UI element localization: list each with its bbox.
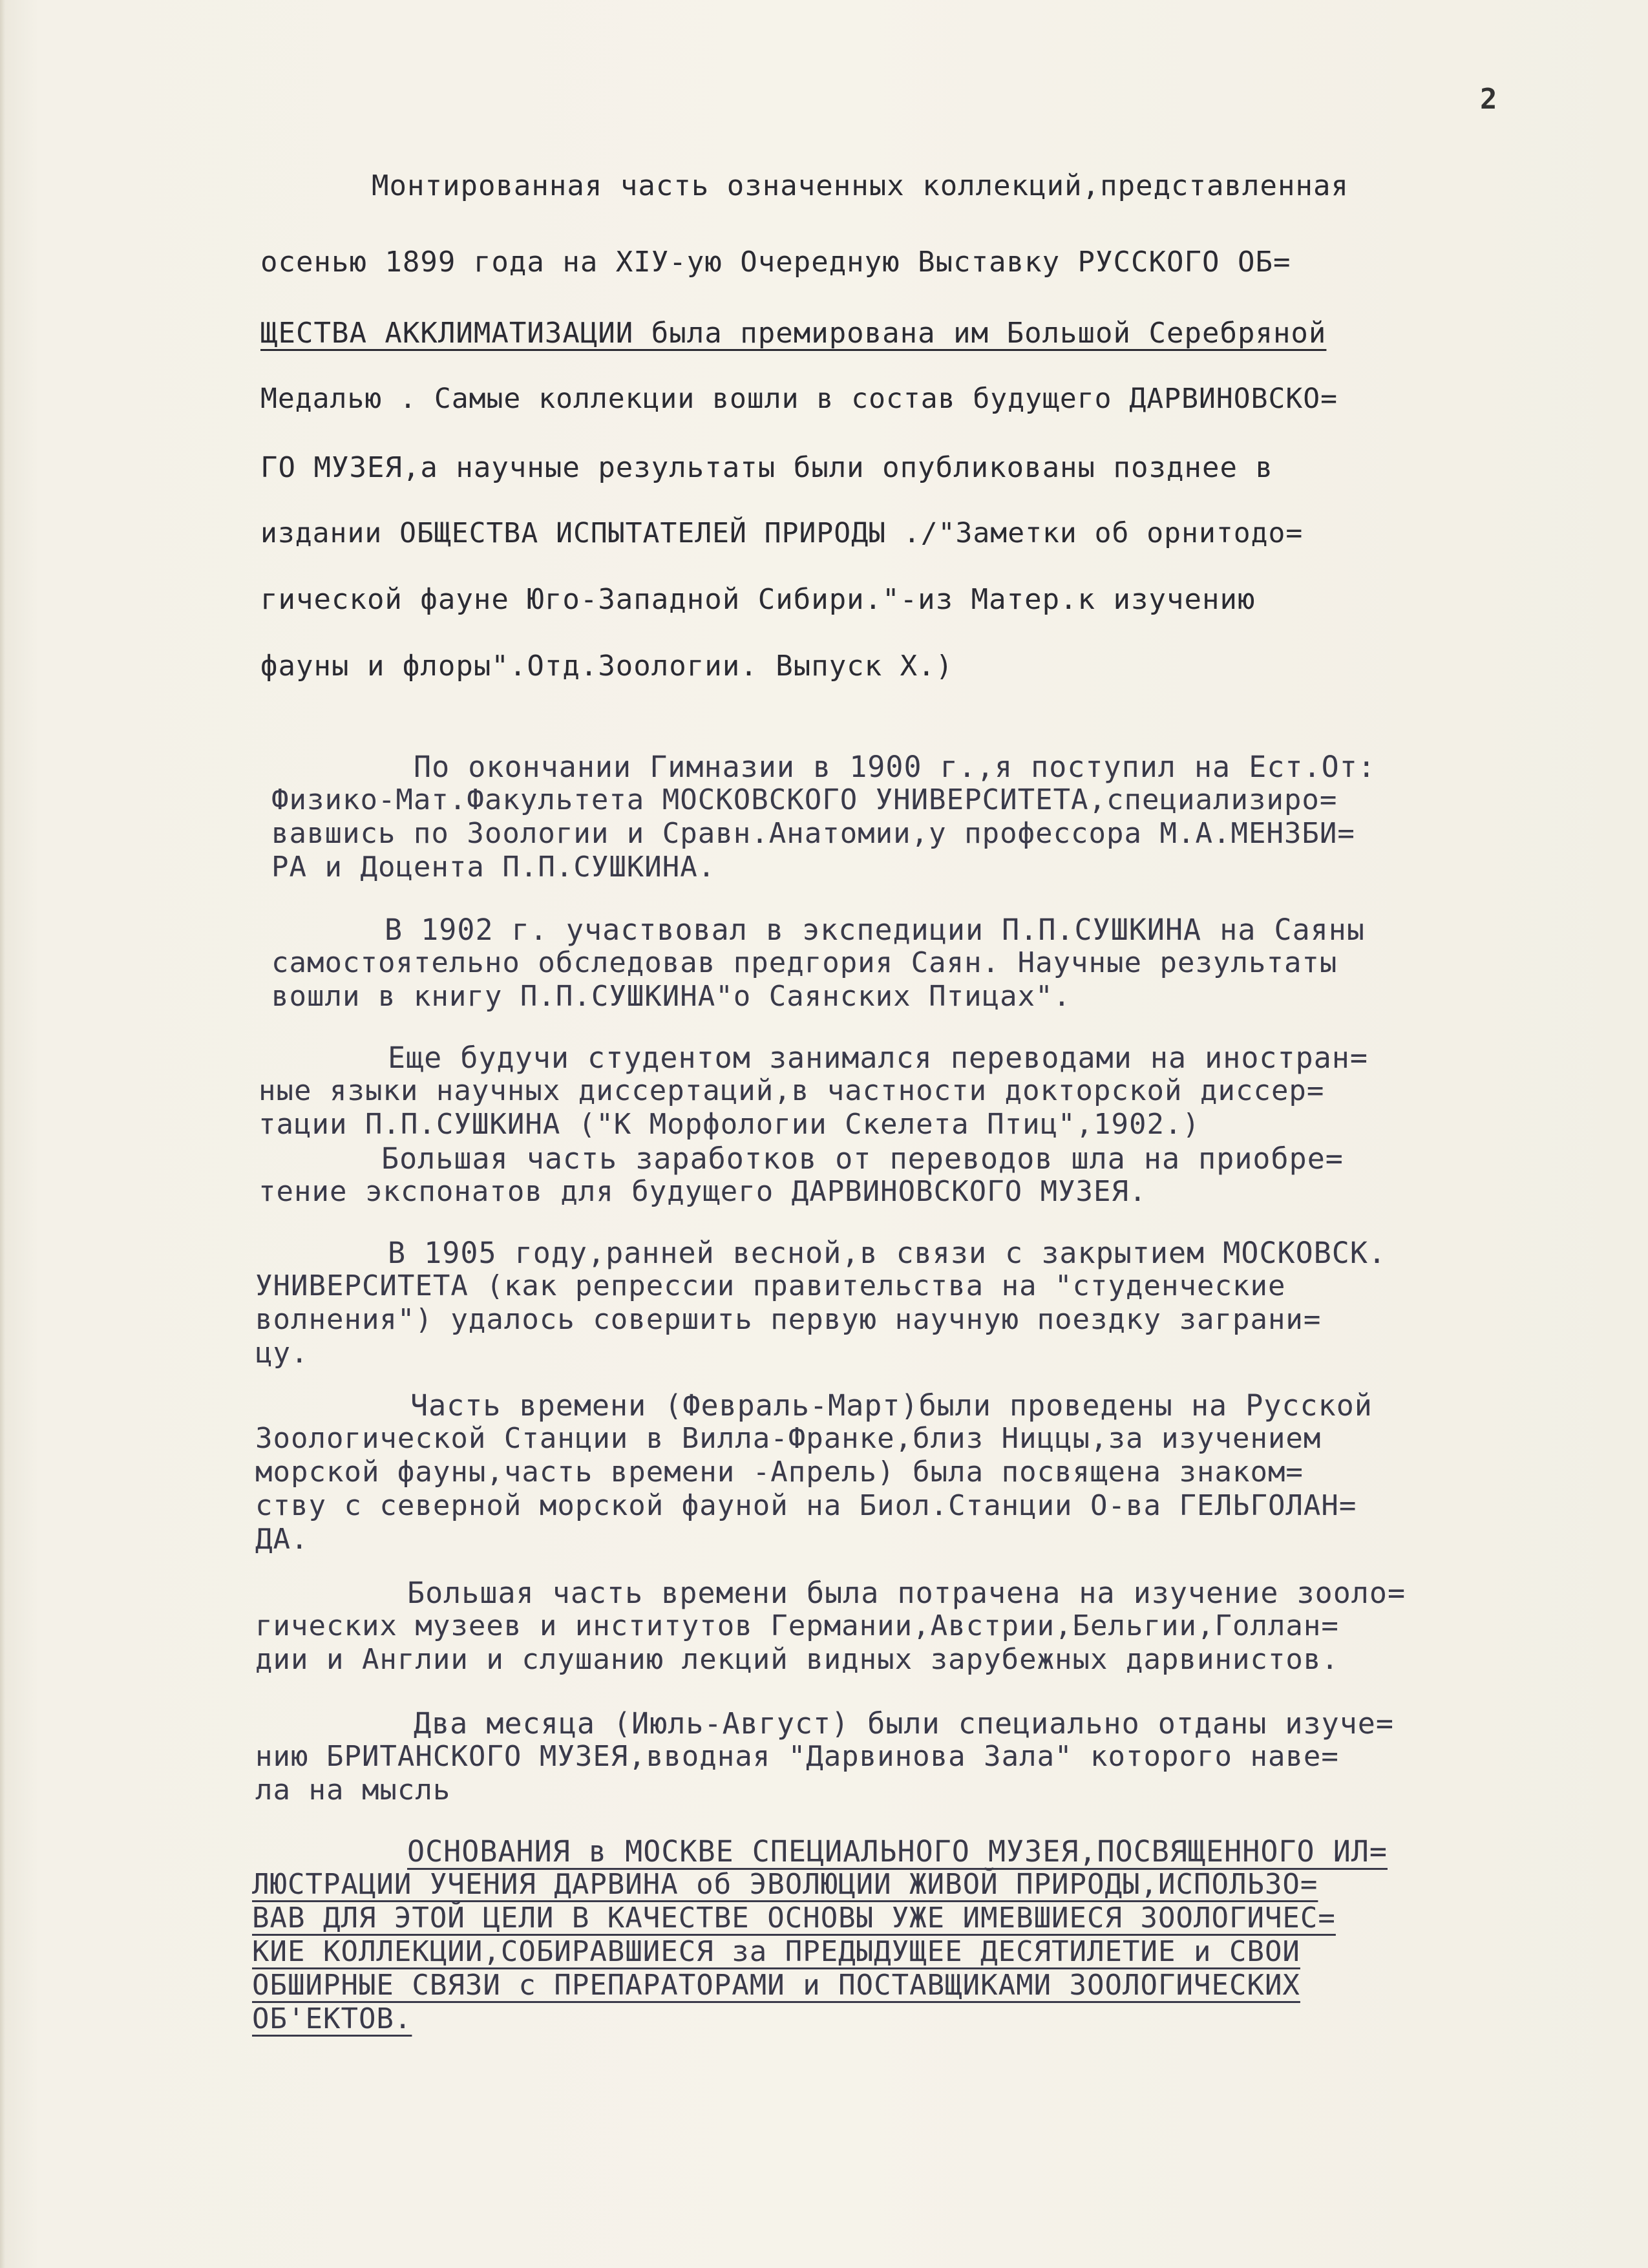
text-line: осенью 1899 года на XIУ-ую Очередную Выставку РУССКОГО ОБ= bbox=[260, 246, 1291, 279]
text-line: Часть времени (Февраль-Март)были проведены на Русской bbox=[410, 1388, 1373, 1423]
text-line: РА и Доцента П.П.СУШКИНА. bbox=[271, 851, 716, 884]
text-line: нию БРИТАНСКОГО МУЗЕЯ,вводная "Дарвинова Зала" которого наве= bbox=[255, 1740, 1339, 1773]
text-line: По окончании Гимназии в 1900 г.,я поступил на Ест.От: bbox=[414, 750, 1376, 784]
text-line: Два месяца (Июль-Август) были специально отданы изуче= bbox=[414, 1706, 1394, 1741]
text-line: гических музеев и институтов Германии,Австрии,Бельгии,Голлан= bbox=[255, 1609, 1339, 1642]
text-line: УНИВЕРСИТЕТА (как репрессии правительства на "студенческие bbox=[255, 1269, 1286, 1302]
page-number: 2 bbox=[1480, 83, 1497, 116]
text-line: ОБ'ЕКТОВ. bbox=[252, 2002, 412, 2035]
text-line: вошли в книгу П.П.СУШКИНА"о Саянских Птицах". bbox=[271, 980, 1072, 1013]
text-line: Большая часть заработков от переводов шла на приобре= bbox=[381, 1141, 1344, 1176]
text-line: ству с северной морской фауной на Биол.Станции О-ва ГЕЛЬГОЛАН= bbox=[255, 1489, 1357, 1522]
text-line: ЛЮСТРАЦИИ УЧЕНИЯ ДАРВИНА об ЭВОЛЮЦИИ ЖИВОЙ ПРИРОДЫ,ИСПОЛЬЗО= bbox=[252, 1868, 1318, 1901]
text-line: ОБШИРНЫЕ СВЯЗИ с ПРЕПАРАТОРАМИ и ПОСТАВЩИКАМИ ЗООЛОГИЧЕСКИХ bbox=[252, 1969, 1300, 2002]
text-line: ВАВ ДЛЯ ЭТОЙ ЦЕЛИ В КАЧЕСТВЕ ОСНОВЫ УЖЕ ИМЕВШИЕСЯ ЗООЛОГИЧЕС= bbox=[252, 1902, 1336, 1934]
text-line: цу. bbox=[255, 1337, 309, 1370]
text-line: В 1905 году,ранней весной,в связи с закрытием МОСКОВСК. bbox=[388, 1236, 1387, 1270]
text-line: Физико-Мат.Факультета МОСКОВСКОГО УНИВЕРСИТЕТА,специализиро= bbox=[271, 783, 1338, 816]
text-line: гической фауне Юго-Западной Сибири."-из Матер.к изучению bbox=[260, 583, 1256, 616]
text-line: ДА. bbox=[255, 1523, 309, 1556]
text-line: Медалью . Самые коллекции вошли в состав будущего ДАРВИНОВСКО= bbox=[260, 383, 1338, 415]
text-line: ГО МУЗЕЯ,а научные результаты были опубликованы позднее в bbox=[260, 451, 1273, 484]
text-line: тации П.П.СУШКИНА ("К Морфологии Скелета Птиц",1902.) bbox=[259, 1108, 1200, 1141]
page-edge-shadow bbox=[0, 0, 5, 2268]
text-line: морской фауны,часть времени -Апрель) была посвящена знаком= bbox=[255, 1456, 1304, 1489]
text-line: самостоятельно обследовав предгория Саян. Научные результаты bbox=[271, 946, 1338, 979]
text-line: фауны и флоры".Отд.Зоологии. Выпуск Х.) bbox=[260, 650, 954, 683]
text-line: Монтированная часть означенных коллекций,представленная bbox=[372, 169, 1349, 202]
text-line: ОСНОВАНИЯ в МОСКВЕ СПЕЦИАЛЬНОГО МУЗЕЯ,ПОСВЯЩЕННОГО ИЛ= bbox=[407, 1834, 1388, 1869]
text-line: волнения") удалось совершить первую научную поездку заграни= bbox=[255, 1303, 1322, 1336]
text-line: ные языки научных диссертаций,в частности докторской диссер= bbox=[259, 1074, 1325, 1107]
text-line: тение экспонатов для будущего ДАРВИНОВСКОГО МУЗЕЯ. bbox=[259, 1175, 1147, 1208]
text-line: ЩЕСТВА АККЛИМАТИЗАЦИИ была премирована им Большой Серебряной bbox=[260, 317, 1327, 350]
text-line: Еще будучи студентом занимался переводами на иностран= bbox=[388, 1041, 1368, 1075]
text-line: КИЕ КОЛЛЕКЦИИ,СОБИРАВШИЕСЯ за ПРЕДЫДУЩЕЕ ДЕСЯТИЛЕТИЕ и СВОИ bbox=[252, 1935, 1300, 1968]
text-line: вавшись по Зоологии и Сравн.Анатомии,у профессора М.А.МЕНЗБИ= bbox=[271, 817, 1355, 850]
text-line: дии и Англии и слушанию лекций видных зарубежных дарвинистов. bbox=[255, 1643, 1339, 1676]
text-line: издании ОБЩЕСТВА ИСПЫТАТЕЛЕЙ ПРИРОДЫ ./"Заметки об орнитодо= bbox=[260, 517, 1304, 549]
text-line: ла на мысль bbox=[255, 1774, 451, 1807]
text-line: Зоологической Станции в Вилла-Франке,близ Ниццы,за изучением bbox=[255, 1422, 1322, 1455]
text-line: В 1902 г. участвовал в экспедиции П.П.СУШКИНА на Саяны bbox=[385, 913, 1365, 947]
text-line: Большая часть времени была потрачена на изучение зооло= bbox=[407, 1576, 1406, 1610]
